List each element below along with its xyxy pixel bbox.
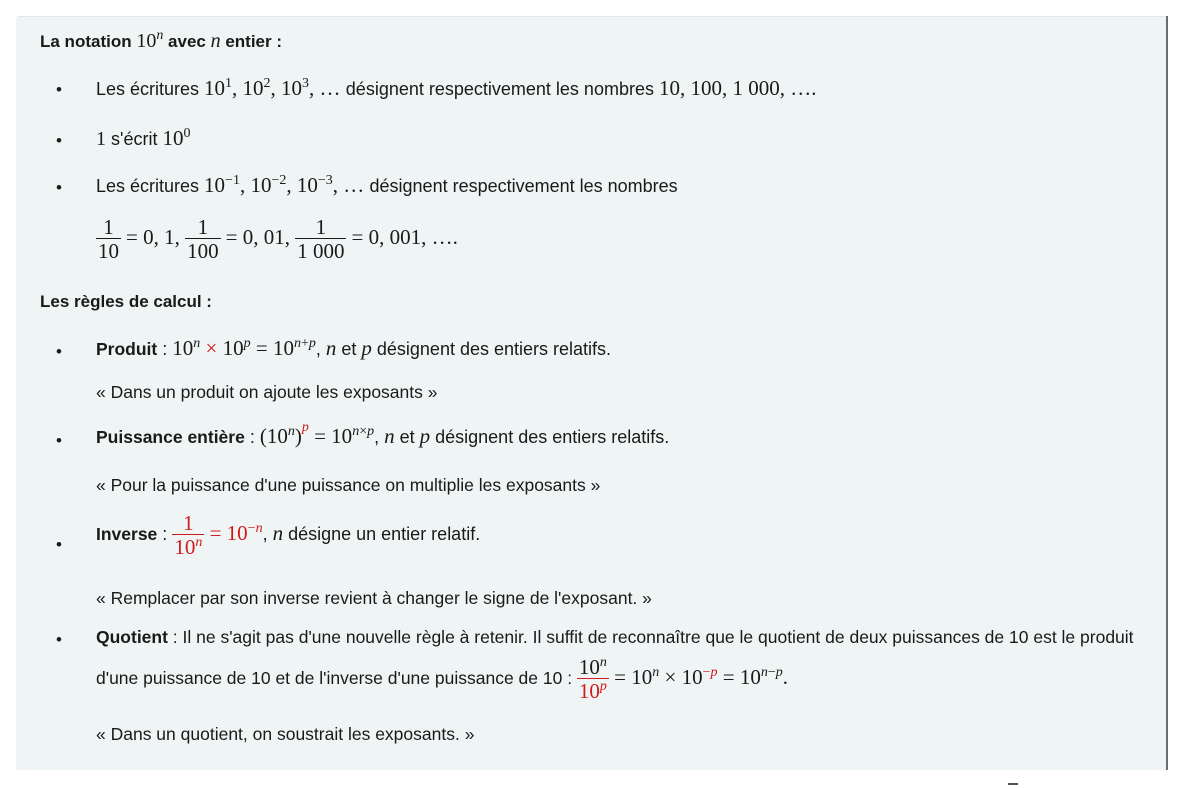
item2-text: s'écrit xyxy=(106,129,163,149)
bullet-dot: • xyxy=(56,80,62,99)
fraction-thousandth: $\frac{1}{1 000}$ xyxy=(297,215,345,264)
section-title-notation: La notation 10$^n$ avec n entier : xyxy=(40,28,282,52)
item1-post: désignent respectivement les nombres xyxy=(345,79,659,99)
panel-scroll-edge xyxy=(1166,16,1168,770)
rule-quotient: Quotient : Il ne s'agit pas d'une nouvelle règle à retenir. Il suffit de reconnaître que le quotient de deux puissances de 10 est le produit d'une puissance de 10 et de l'inverse d'une puissance de 10 : $\frac{10^n}{10^p}$ = $10^n \times 10^{-p} = 10^{n-p}$. xyxy=(96,627,1134,704)
quotient-text: : Il ne s'agit pas d'une nouvelle règle à retenir. Il suffit de reconnaître que le quotient de deux puissances de 10 est le produit d'une puissance de 10 et de l'inverse d'une puissance de 10 : xyxy=(96,627,1134,689)
fraction-hundredth: $\frac{1}{100}$ xyxy=(187,215,219,264)
fraction-examples: $\frac{1}{10}$ = 0, 1, $\frac{1}{100}$ = 0, 01, $\frac{1}{1 000}$ = 0, 001, …. xyxy=(98,215,458,264)
item3-pre: Les écritures xyxy=(96,176,205,196)
fraction-tenth: $\frac{1}{10}$ xyxy=(98,215,119,264)
item1-pre: Les écritures xyxy=(96,79,205,99)
title-post: entier : xyxy=(220,32,282,51)
inverse-quote: « Remplacer par son inverse revient à changer le signe de l'exposant. » xyxy=(96,588,652,608)
quotient-label: Quotient xyxy=(96,627,168,647)
bullet-dot: • xyxy=(56,342,62,361)
rule-inverse: Inverse : $\frac{1}{10^n}$ = $10^{-n}$, n désigne un entier relatif. xyxy=(96,511,481,560)
quotient-quote: « Dans un quotient, on soustrait les exposants. » xyxy=(96,724,475,744)
notation-item-positive: Les écritures $10^1$, $10^2$, $10^3$, … désignent respectivement les nombres 10, 100, 1 000, …. xyxy=(96,76,817,100)
fraction-inverse: $\frac{1}{10^n}$ xyxy=(174,511,203,560)
bullet-dot: • xyxy=(56,178,62,197)
rule-puissance: Puissance entière : $(10^n)^p = 10^{n\times p}$, n et p désignent des entiers relatifs. xyxy=(96,420,670,448)
produit-quote: « Dans un produit on ajoute les exposants » xyxy=(96,382,438,402)
bullet-dot: • xyxy=(56,535,62,554)
fraction-quotient: $\frac{10^n}{10^p}$ xyxy=(578,655,607,704)
produit-label: Produit xyxy=(96,339,158,359)
section-title-rules: Les règles de calcul : xyxy=(40,292,212,311)
inverse-label: Inverse xyxy=(96,523,158,544)
puissance-text: désignent des entiers relatifs. xyxy=(430,427,670,447)
puissance-quote: « Pour la puissance d'une puissance on multiplie les exposants » xyxy=(96,475,601,495)
rule-produit: Produit : $10^n \times 10^p = 10^{n+p}$, n et p désignent des entiers relatifs. xyxy=(96,336,612,360)
title-mid: avec xyxy=(163,32,211,51)
puissance-label: Puissance entière xyxy=(96,427,245,447)
bullet-dot: • xyxy=(56,131,62,150)
bullet-dot: • xyxy=(56,630,62,649)
stray-mark xyxy=(1008,783,1018,785)
notation-item-negative: Les écritures $10^{-1}$, $10^{-2}$, $10^{-3}$, … désignent respectivement les nombres xyxy=(96,173,678,197)
title-pre: La notation xyxy=(40,32,137,51)
item3-post: désignent respectivement les nombres xyxy=(369,176,678,196)
produit-text: désignent des entiers relatifs. xyxy=(371,339,612,359)
notation-item-zero: 1 s'écrit $10^0$ xyxy=(96,126,191,150)
inverse-text: désigne un entier relatif. xyxy=(283,523,481,544)
bullet-dot: • xyxy=(56,431,62,450)
